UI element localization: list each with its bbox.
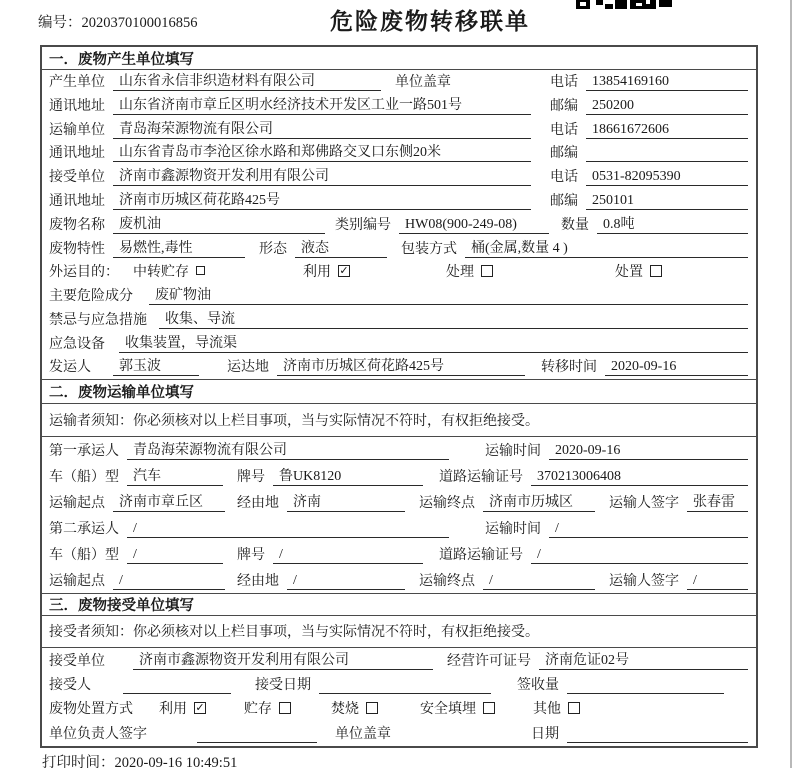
checkbox-treat-icon [481,265,493,277]
character-label: 废物特性 [49,241,105,257]
addr1-label: 通讯地址 [49,98,105,114]
plate2-value: / [273,547,423,564]
zip3-label: 邮编 [550,193,578,209]
disposal-option-incinerate [331,698,378,718]
phone1-value: 13854169160 [586,74,748,91]
section1-body [42,70,756,379]
sign2-label: 运输人签字 [609,573,679,589]
origin1-label: 运输起点 [49,495,105,511]
waste-name-value: 废机油 [113,213,325,234]
checkbox-disposal-incinerate-icon [366,702,378,714]
responsible-sign-label: 单位负责人签字 [49,727,147,743]
end1-label: 运输终点 [419,495,475,511]
document-number-value: 2020370100016856 [81,15,198,31]
section3-header: 三．废物接受单位填写 [42,593,756,616]
time2-label: 运输时间 [485,521,541,537]
carrier1-value: 青岛海荣源物流有限公司 [127,439,449,460]
vehicle1-value: 汽车 [127,465,223,486]
time2-value: / [549,521,748,538]
checkbox-transfer-storage-icon [196,266,205,275]
consignor-value: 郭玉波 [113,355,199,376]
receiver-value: 济南市鑫源物资开发利用有限公司 [113,165,531,186]
row-producer-address [42,94,756,118]
disposal-option-landfill [420,698,495,718]
section3-notice: 接受者须知：你必须核对以上栏目事项，当与实际情况不符时，有权拒绝接受。 [42,616,756,648]
vehicle2-label: 车（船）型 [49,547,119,563]
document-number-label: 编号： [38,15,82,31]
row-purpose [42,261,756,285]
addr2-value: 山东省青岛市李沧区徐水路和郑佛路交叉口东侧20米 [113,141,531,162]
row-vehicle2 [42,541,756,567]
row-carrier1 [42,437,756,463]
sign1-label: 运输人签字 [609,495,679,511]
row-consignor [42,356,756,380]
destination-label: 运达地 [227,360,269,376]
transporter-label: 运输单位 [49,122,105,138]
row-vehicle1 [42,463,756,489]
purpose-option-treat [446,261,493,281]
addr2-label: 通讯地址 [49,146,105,162]
quantity-value: 0.8吨 [597,213,748,234]
end2-value: / [483,573,595,590]
hazard-label: 主要危险成分 [49,289,133,305]
origin1-value: 济南市章丘区 [113,491,225,512]
accept-date-value [319,677,491,694]
checkbox-dispose-icon [650,265,662,277]
end2-label: 运输终点 [419,573,475,589]
disposal-option-other-label: 其他 [533,701,561,717]
phone2-label: 电话 [550,122,578,138]
carrier2-label: 第二承运人 [49,521,119,537]
purpose-option-dispose-label: 处置 [615,264,643,280]
accept-person-value [123,677,231,694]
waste-name-label: 废物名称 [49,217,105,233]
category-label: 类别编号 [335,217,391,233]
plate1-value: 鲁UK8120 [273,465,423,486]
origin2-label: 运输起点 [49,573,105,589]
row-carrier2 [42,515,756,541]
row-receiver [42,165,756,189]
print-time [42,751,237,768]
addr1-value: 山东省济南市章丘区明水经济技术开发区工业一路501号 [113,94,531,115]
row-transporter [42,118,756,142]
purpose-option-treat-label: 处理 [446,264,474,280]
row-accept-person [42,673,756,698]
packing-value: 桶(金属,数量 4 ) [465,237,748,258]
hazard-value: 废矿物油 [149,284,748,305]
row-waste-character [42,237,756,261]
section3-body [42,648,756,746]
print-time-label: 打印时间： [42,755,115,768]
row-producer [42,70,756,94]
row-waste-name [42,213,756,237]
row-equipment [42,332,756,356]
manifest-form [40,45,758,748]
print-time-value: 2020-09-16 10:49:51 [114,755,238,768]
form-value: 液态 [295,237,387,258]
zip3-value: 250101 [586,193,748,210]
origin2-value: / [113,573,225,590]
section2-notice: 运输者须知：你必须核对以上栏目事项，当与实际情况不符时，有权拒绝接受。 [42,404,756,437]
producer-label: 产生单位 [49,75,105,91]
accept-unit-value: 济南市鑫源物资开发利用有限公司 [133,649,433,670]
accept-unit-label: 接受单位 [49,653,105,669]
page-title: 危险废物转移联单 [330,9,530,34]
vehicle1-label: 车（船）型 [49,469,119,485]
packing-label: 包装方式 [401,241,457,257]
phone2-value: 18661672606 [586,122,748,139]
producer-value: 山东省永信非织造材料有限公司 [113,70,381,91]
license1-label: 道路运输证号 [439,469,523,485]
disposal-option-other [533,698,580,718]
via1-value: 济南 [287,491,405,512]
row-route1 [42,489,756,515]
equipment-value: 收集装置，导流渠 [119,332,748,353]
addr3-value: 济南市历城区荷花路425号 [113,189,531,210]
row-receiver-address [42,189,756,213]
zip1-label: 邮编 [550,98,578,114]
transfer-time-label: 转移时间 [541,360,597,376]
transfer-time-value: 2020-09-16 [605,359,748,376]
row-hazard [42,284,756,308]
checkbox-disposal-utilize-icon: ✓ [195,701,205,714]
phone3-value: 0531-82095390 [586,169,748,186]
row-route2 [42,567,756,593]
phone3-label: 电话 [550,170,578,186]
purpose-option-transfer-storage [133,261,205,281]
carrier2-value: / [127,521,449,538]
consignor-label: 发运人 [49,360,91,376]
transporter-value: 青岛海荣源物流有限公司 [113,118,531,139]
purpose-label: 外运目的： [49,264,119,280]
via2-value: / [287,573,405,590]
purpose-option-utilize-label: 利用 [303,264,331,280]
category-value: HW08(900-249-08) [399,217,549,234]
checkbox-utilize-icon: ✓ [339,264,349,277]
sign1-value: 张春雷 [687,491,748,512]
disposal-option-storage-label: 贮存 [244,701,272,717]
row-responsible-sign [42,722,756,747]
addr3-label: 通讯地址 [49,193,105,209]
license2-value: / [531,547,748,564]
responsible-sign-value [197,726,317,743]
vehicle2-value: / [127,547,223,564]
receiver-label: 接受单位 [49,170,105,186]
form-label: 形态 [259,241,287,257]
accept-person-label: 接受人 [49,678,91,694]
disposal-option-landfill-label: 安全填埋 [420,701,476,717]
permit-value: 济南危证02号 [539,649,748,670]
phone1-label: 电话 [550,75,578,91]
purpose-option-utilize [303,261,350,281]
purpose-option-transfer-storage-label: 中转贮存 [133,264,189,280]
checkbox-disposal-storage-icon [279,702,291,714]
disposal-option-utilize-label: 利用 [159,701,187,717]
taboo-value: 收集、导流 [159,308,748,329]
destination-value: 济南市历城区荷花路425号 [277,355,525,376]
end1-value: 济南市历城区 [483,491,595,512]
section2-body [42,437,756,593]
checkbox-disposal-other-icon [568,702,580,714]
disposal-option-incinerate-label: 焚烧 [331,701,359,717]
unit-seal-label: 单位盖章 [395,75,451,91]
sign2-value: / [687,573,748,590]
time1-label: 运输时间 [485,443,541,459]
purpose-option-dispose [615,261,662,281]
row-taboo [42,308,756,332]
accept-date-label: 接受日期 [255,678,311,694]
quantity-label: 数量 [561,217,589,233]
via1-label: 经由地 [237,495,279,511]
zip2-label: 邮编 [550,146,578,162]
receipt-amount-label: 签收量 [517,678,559,694]
via2-label: 经由地 [237,573,279,589]
section2-header: 二．废物运输单位填写 [42,379,756,403]
receipt-amount-value [567,677,724,694]
section1-header: 一．废物产生单位填写 [42,47,756,70]
license1-value: 370213006408 [531,469,748,486]
character-value: 易燃性,毒性 [113,237,245,258]
checkbox-disposal-landfill-icon [483,702,495,714]
disposal-option-storage [244,698,291,718]
carrier1-label: 第一承运人 [49,443,119,459]
disposal-label: 废物处置方式 [49,701,133,717]
plate2-label: 牌号 [237,547,265,563]
row-disposal-method [42,697,756,722]
plate1-label: 牌号 [237,469,265,485]
permit-label: 经营许可证号 [447,653,531,669]
zip2-value [586,145,748,162]
time1-value: 2020-09-16 [549,443,748,460]
zip1-value: 250200 [586,98,748,115]
row-transporter-address [42,142,756,166]
unit-seal2-label: 单位盖章 [335,727,391,743]
disposal-option-utilize [159,698,206,718]
page-edge-line [790,0,792,768]
equipment-label: 应急设备 [49,336,105,352]
row-accept-unit [42,648,756,673]
seal-date-value [567,726,748,743]
license2-label: 道路运输证号 [439,547,523,563]
taboo-label: 禁忌与应急措施 [49,312,147,328]
seal-date-label: 日期 [531,727,559,743]
